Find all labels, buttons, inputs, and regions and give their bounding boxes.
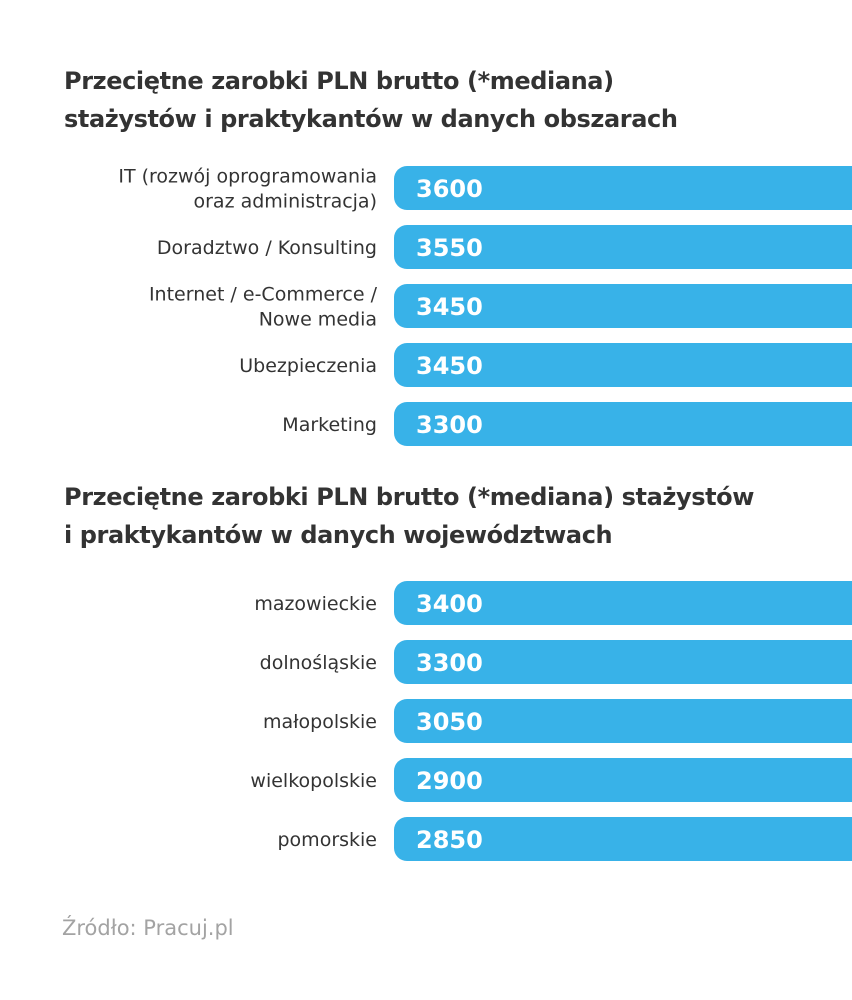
category-label-line: pomorskie: [277, 829, 377, 851]
bar-value-label: 3050: [416, 708, 483, 736]
category-label-line: IT (rozwój oprogramowania: [118, 165, 377, 188]
category-label: [239, 355, 377, 377]
category-label-line: małopolskie: [262, 711, 377, 733]
category-label-line: Marketing: [282, 414, 377, 436]
category-label: [260, 652, 377, 674]
bar-value-label: 3300: [416, 649, 483, 677]
chart-title-voivodeships: [64, 478, 754, 554]
chart-title-line: stażystów i praktykantów w danych obszarach: [64, 105, 678, 133]
chart-title-areas: [64, 62, 678, 138]
category-label-line: Doradztwo / Konsulting: [156, 237, 377, 259]
category-label-line: dolnośląskie: [259, 652, 377, 674]
bar-value-label: 3300: [416, 411, 483, 439]
category-label: [263, 711, 377, 733]
category-label: [118, 166, 377, 213]
bar-value-label: 3600: [416, 175, 483, 203]
category-label: [282, 414, 377, 436]
category-label: [157, 237, 377, 259]
bar-chart-areas: [0, 150, 852, 460]
bar-value-label: 3450: [416, 352, 483, 380]
bar-value-label: 3550: [416, 234, 483, 262]
bar-chart-voivodeships: [0, 565, 852, 875]
category-label-line: mazowieckie: [254, 593, 377, 615]
chart-title-line: Przeciętne zarobki PLN brutto (*mediana): [64, 67, 614, 95]
bar-value-label: 2900: [416, 767, 483, 795]
chart-title-line: i praktykantów w danych województwach: [64, 521, 613, 549]
category-label-line: Nowe media: [258, 308, 377, 331]
category-label-line: Internet / e-Commerce /: [148, 283, 377, 306]
category-label-line: Ubezpieczenia: [239, 355, 377, 377]
bar-value-label: 3450: [416, 293, 483, 321]
category-label: [149, 284, 378, 331]
category-label: [250, 770, 377, 792]
category-label: [254, 593, 377, 615]
category-label-line: oraz administracja): [193, 190, 377, 213]
category-label: [278, 829, 378, 851]
source-note: Źródło: Pracuj.pl: [62, 916, 234, 940]
bar-value-label: 3400: [416, 590, 483, 618]
chart-title-line: Przeciętne zarobki PLN brutto (*mediana) stażystów: [64, 483, 755, 511]
bar-value-label: 2850: [416, 826, 483, 854]
category-label-line: wielkopolskie: [250, 770, 377, 792]
